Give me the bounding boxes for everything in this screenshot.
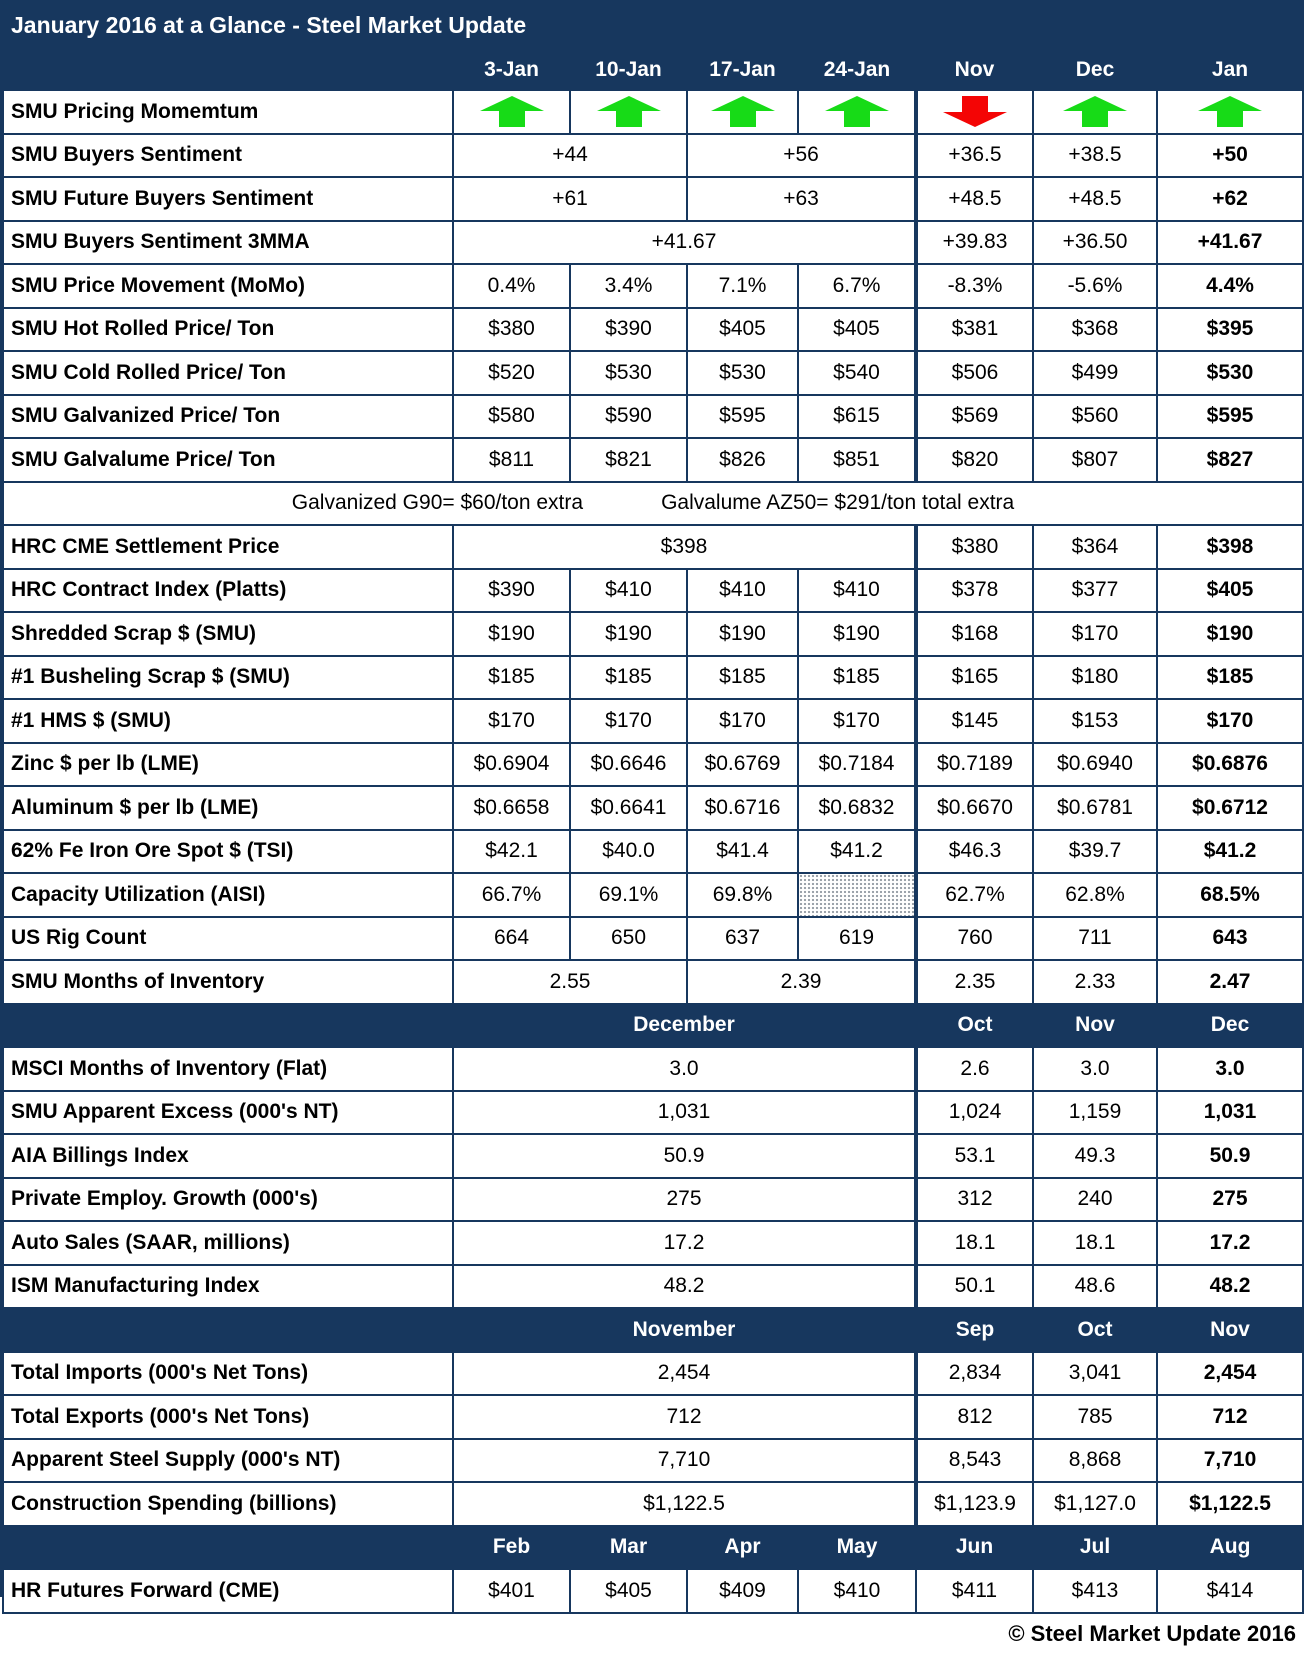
table-row bbox=[3, 264, 1303, 308]
value-cell: $168 bbox=[916, 612, 1033, 656]
section-column-header: November bbox=[453, 1308, 916, 1352]
value-cell: $185 bbox=[687, 656, 798, 700]
value-cell: $401 bbox=[453, 1569, 570, 1613]
value-cell: 2.33 bbox=[1033, 960, 1157, 1004]
up-arrow-icon bbox=[597, 96, 661, 127]
table-row bbox=[3, 1439, 1303, 1483]
value-cell: $1,122.5 bbox=[453, 1482, 916, 1526]
value-cell: $145 bbox=[916, 699, 1033, 743]
section-column-header: Oct bbox=[1033, 1308, 1157, 1352]
value-cell: $185 bbox=[798, 656, 916, 700]
row-label: SMU Hot Rolled Price/ Ton bbox=[3, 308, 453, 352]
value-cell: 48.2 bbox=[453, 1265, 916, 1309]
momentum-down-cell bbox=[916, 90, 1033, 134]
value-cell: $405 bbox=[798, 308, 916, 352]
value-cell: $409 bbox=[687, 1569, 798, 1613]
row-label: Aluminum $ per lb (LME) bbox=[3, 786, 453, 830]
value-cell: 2,454 bbox=[453, 1352, 916, 1396]
row-label: Private Employ. Growth (000's) bbox=[3, 1178, 453, 1222]
value-cell: 8,868 bbox=[1033, 1439, 1157, 1483]
value-cell: +41.67 bbox=[453, 221, 916, 265]
value-cell: 48.2 bbox=[1157, 1265, 1303, 1309]
value-cell: 1,024 bbox=[916, 1091, 1033, 1135]
value-cell: +48.5 bbox=[1033, 177, 1157, 221]
value-cell: $499 bbox=[1033, 351, 1157, 395]
table-row bbox=[3, 873, 1303, 917]
row-label: Capacity Utilization (AISI) bbox=[3, 873, 453, 917]
row-label: MSCI Months of Inventory (Flat) bbox=[3, 1047, 453, 1091]
value-cell: $410 bbox=[798, 1569, 916, 1613]
value-cell: $190 bbox=[453, 612, 570, 656]
row-label: HR Futures Forward (CME) bbox=[3, 1569, 453, 1613]
row-label: Construction Spending (billions) bbox=[3, 1482, 453, 1526]
value-cell: $170 bbox=[798, 699, 916, 743]
table-row bbox=[3, 351, 1303, 395]
value-cell: $851 bbox=[798, 438, 916, 482]
value-cell: +63 bbox=[687, 177, 916, 221]
value-cell: $1,123.9 bbox=[916, 1482, 1033, 1526]
value-cell: $0.6670 bbox=[916, 786, 1033, 830]
value-cell: $380 bbox=[453, 308, 570, 352]
value-cell: $0.7189 bbox=[916, 743, 1033, 787]
value-cell: 7.1% bbox=[687, 264, 798, 308]
table-row bbox=[3, 1482, 1303, 1526]
value-cell: $190 bbox=[1157, 612, 1303, 656]
value-cell: 812 bbox=[916, 1395, 1033, 1439]
table-row bbox=[3, 177, 1303, 221]
header-corner-cell bbox=[3, 50, 453, 90]
momentum-up-cell bbox=[798, 90, 916, 134]
row-label: SMU Cold Rolled Price/ Ton bbox=[3, 351, 453, 395]
value-cell: 637 bbox=[687, 917, 798, 961]
extras-note-cell bbox=[3, 482, 1303, 526]
value-cell: $580 bbox=[453, 395, 570, 439]
table-row bbox=[3, 917, 1303, 961]
row-label: SMU Pricing Momemtum bbox=[3, 90, 453, 134]
section-column-header: Jul bbox=[1033, 1526, 1157, 1570]
section-column-header: Dec bbox=[1157, 1004, 1303, 1048]
table-row bbox=[3, 830, 1303, 874]
momentum-up-cell bbox=[1157, 90, 1303, 134]
value-cell: 785 bbox=[1033, 1395, 1157, 1439]
value-cell: $165 bbox=[916, 656, 1033, 700]
value-cell: 18.1 bbox=[916, 1221, 1033, 1265]
section-column-header: Apr bbox=[687, 1526, 798, 1570]
value-cell: $0.6832 bbox=[798, 786, 916, 830]
value-cell: $380 bbox=[916, 525, 1033, 569]
value-cell: 240 bbox=[1033, 1178, 1157, 1222]
row-label: Auto Sales (SAAR, millions) bbox=[3, 1221, 453, 1265]
value-cell: $410 bbox=[687, 569, 798, 613]
value-cell: $530 bbox=[687, 351, 798, 395]
value-cell: 312 bbox=[916, 1178, 1033, 1222]
section-header-blank bbox=[3, 1526, 453, 1570]
column-header: 17-Jan bbox=[687, 50, 798, 90]
row-label: SMU Buyers Sentiment bbox=[3, 134, 453, 178]
value-cell: 643 bbox=[1157, 917, 1303, 961]
section-column-header: Nov bbox=[1033, 1004, 1157, 1048]
row-label: SMU Price Movement (MoMo) bbox=[3, 264, 453, 308]
value-cell: 619 bbox=[798, 917, 916, 961]
value-cell: +36.50 bbox=[1033, 221, 1157, 265]
value-cell: $46.3 bbox=[916, 830, 1033, 874]
value-cell: $390 bbox=[453, 569, 570, 613]
table-row bbox=[3, 308, 1303, 352]
value-cell: $530 bbox=[1157, 351, 1303, 395]
value-cell: $0.6641 bbox=[570, 786, 687, 830]
table-row bbox=[3, 1091, 1303, 1135]
value-cell: $0.6769 bbox=[687, 743, 798, 787]
table-row bbox=[3, 395, 1303, 439]
value-cell: 50.1 bbox=[916, 1265, 1033, 1309]
value-cell: 17.2 bbox=[453, 1221, 916, 1265]
value-cell: $414 bbox=[1157, 1569, 1303, 1613]
column-header: Nov bbox=[916, 50, 1033, 90]
value-cell: $390 bbox=[570, 308, 687, 352]
value-cell: $411 bbox=[916, 1569, 1033, 1613]
value-cell: 2,454 bbox=[1157, 1352, 1303, 1396]
row-label: #1 HMS $ (SMU) bbox=[3, 699, 453, 743]
row-label: SMU Apparent Excess (000's NT) bbox=[3, 1091, 453, 1135]
up-arrow-icon bbox=[480, 96, 544, 127]
value-cell: 4.4% bbox=[1157, 264, 1303, 308]
row-label: Total Imports (000's Net Tons) bbox=[3, 1352, 453, 1396]
section-header-blank bbox=[3, 1004, 453, 1048]
value-cell: $398 bbox=[1157, 525, 1303, 569]
value-cell: $595 bbox=[1157, 395, 1303, 439]
value-cell: $0.6658 bbox=[453, 786, 570, 830]
section-column-header: Sep bbox=[916, 1308, 1033, 1352]
value-cell: $190 bbox=[687, 612, 798, 656]
value-cell: 712 bbox=[453, 1395, 916, 1439]
row-label: Apparent Steel Supply (000's NT) bbox=[3, 1439, 453, 1483]
section-column-header: Aug bbox=[1157, 1526, 1303, 1570]
table-row bbox=[3, 90, 1303, 134]
value-cell: $0.6876 bbox=[1157, 743, 1303, 787]
up-arrow-icon bbox=[1063, 96, 1127, 127]
row-label: SMU Galvalume Price/ Ton bbox=[3, 438, 453, 482]
value-cell: +62 bbox=[1157, 177, 1303, 221]
copyright-text: © Steel Market Update 2016 bbox=[2, 1614, 1302, 1654]
value-cell: $395 bbox=[1157, 308, 1303, 352]
value-cell: 8,543 bbox=[916, 1439, 1033, 1483]
value-cell: 6.7% bbox=[798, 264, 916, 308]
value-cell: $170 bbox=[1033, 612, 1157, 656]
momentum-up-cell bbox=[1033, 90, 1157, 134]
galvalume-extra-note: Galvalume AZ50= $291/ton total extra bbox=[661, 491, 1015, 515]
row-label: #1 Busheling Scrap $ (SMU) bbox=[3, 656, 453, 700]
row-label: AIA Billings Index bbox=[3, 1134, 453, 1178]
table-row bbox=[3, 743, 1303, 787]
column-header: 24-Jan bbox=[798, 50, 916, 90]
value-cell: 62.8% bbox=[1033, 873, 1157, 917]
value-cell: 0.4% bbox=[453, 264, 570, 308]
value-cell: 3,041 bbox=[1033, 1352, 1157, 1396]
value-cell: 3.0 bbox=[1033, 1047, 1157, 1091]
table-row bbox=[3, 1047, 1303, 1091]
value-cell: 2,834 bbox=[916, 1352, 1033, 1396]
value-cell: $530 bbox=[570, 351, 687, 395]
value-cell: 650 bbox=[570, 917, 687, 961]
value-cell: $398 bbox=[453, 525, 916, 569]
row-label: Zinc $ per lb (LME) bbox=[3, 743, 453, 787]
header-row bbox=[3, 50, 1303, 90]
value-cell: $39.7 bbox=[1033, 830, 1157, 874]
value-cell: $153 bbox=[1033, 699, 1157, 743]
value-cell: $0.7184 bbox=[798, 743, 916, 787]
row-label: HRC Contract Index (Platts) bbox=[3, 569, 453, 613]
value-cell: $590 bbox=[570, 395, 687, 439]
row-label: ISM Manufacturing Index bbox=[3, 1265, 453, 1309]
value-cell: $381 bbox=[916, 308, 1033, 352]
section-header-blank bbox=[3, 1308, 453, 1352]
column-header: 3-Jan bbox=[453, 50, 570, 90]
row-label: HRC CME Settlement Price bbox=[3, 525, 453, 569]
row-label: Shredded Scrap $ (SMU) bbox=[3, 612, 453, 656]
down-arrow-icon bbox=[943, 96, 1007, 127]
value-cell: $0.6904 bbox=[453, 743, 570, 787]
bottom-bar bbox=[2, 1654, 1302, 1667]
section-column-header: Oct bbox=[916, 1004, 1033, 1048]
table-row bbox=[3, 134, 1303, 178]
value-cell: +41.67 bbox=[1157, 221, 1303, 265]
value-cell: 712 bbox=[1157, 1395, 1303, 1439]
value-cell: $820 bbox=[916, 438, 1033, 482]
row-label: US Rig Count bbox=[3, 917, 453, 961]
value-cell: 2.6 bbox=[916, 1047, 1033, 1091]
value-cell: $811 bbox=[453, 438, 570, 482]
momentum-up-cell bbox=[570, 90, 687, 134]
value-cell: $190 bbox=[798, 612, 916, 656]
value-cell: 760 bbox=[916, 917, 1033, 961]
value-cell: $364 bbox=[1033, 525, 1157, 569]
section-column-header: Jun bbox=[916, 1526, 1033, 1570]
value-cell: $413 bbox=[1033, 1569, 1157, 1613]
value-cell: $41.4 bbox=[687, 830, 798, 874]
value-cell: $0.6781 bbox=[1033, 786, 1157, 830]
table-row bbox=[3, 1178, 1303, 1222]
value-cell: 66.7% bbox=[453, 873, 570, 917]
value-cell: $1,127.0 bbox=[1033, 1482, 1157, 1526]
value-cell: -8.3% bbox=[916, 264, 1033, 308]
value-cell: $190 bbox=[570, 612, 687, 656]
value-cell: $185 bbox=[453, 656, 570, 700]
table-row bbox=[3, 221, 1303, 265]
value-cell: +38.5 bbox=[1033, 134, 1157, 178]
value-cell: $170 bbox=[1157, 699, 1303, 743]
value-cell: -5.6% bbox=[1033, 264, 1157, 308]
table-row bbox=[3, 786, 1303, 830]
up-arrow-icon bbox=[825, 96, 889, 127]
up-arrow-icon bbox=[1198, 96, 1262, 127]
section-column-header: Nov bbox=[1157, 1308, 1303, 1352]
value-cell: $826 bbox=[687, 438, 798, 482]
value-cell: $410 bbox=[798, 569, 916, 613]
table-row bbox=[3, 699, 1303, 743]
value-cell: 50.9 bbox=[1157, 1134, 1303, 1178]
section-header-row bbox=[3, 1004, 1303, 1048]
value-cell: 50.9 bbox=[453, 1134, 916, 1178]
value-cell: 69.8% bbox=[687, 873, 798, 917]
column-header: Jan bbox=[1157, 50, 1303, 90]
section-column-header: Feb bbox=[453, 1526, 570, 1570]
value-cell: 62.7% bbox=[916, 873, 1033, 917]
row-label: 62% Fe Iron Ore Spot $ (TSI) bbox=[3, 830, 453, 874]
table-row bbox=[3, 569, 1303, 613]
value-cell: $595 bbox=[687, 395, 798, 439]
value-cell: 1,031 bbox=[453, 1091, 916, 1135]
column-header: 10-Jan bbox=[570, 50, 687, 90]
value-cell: +39.83 bbox=[916, 221, 1033, 265]
value-cell: $615 bbox=[798, 395, 916, 439]
row-label: SMU Months of Inventory bbox=[3, 960, 453, 1004]
section-header-row bbox=[3, 1526, 1303, 1570]
value-cell: $506 bbox=[916, 351, 1033, 395]
value-cell: $0.6712 bbox=[1157, 786, 1303, 830]
value-cell: $540 bbox=[798, 351, 916, 395]
table-row bbox=[3, 1569, 1303, 1613]
value-cell: $807 bbox=[1033, 438, 1157, 482]
value-cell: $405 bbox=[687, 308, 798, 352]
section-column-header: May bbox=[798, 1526, 916, 1570]
value-cell: 53.1 bbox=[916, 1134, 1033, 1178]
value-cell: +36.5 bbox=[916, 134, 1033, 178]
value-cell: 3.0 bbox=[453, 1047, 916, 1091]
value-cell bbox=[798, 873, 916, 917]
value-cell: 49.3 bbox=[1033, 1134, 1157, 1178]
value-cell: 1,159 bbox=[1033, 1091, 1157, 1135]
value-cell: 18.1 bbox=[1033, 1221, 1157, 1265]
value-cell: 7,710 bbox=[1157, 1439, 1303, 1483]
value-cell: 3.4% bbox=[570, 264, 687, 308]
table-row bbox=[3, 960, 1303, 1004]
galvanized-extra-note: Galvanized G90= $60/ton extra bbox=[291, 491, 584, 515]
value-cell: $405 bbox=[570, 1569, 687, 1613]
value-cell: $405 bbox=[1157, 569, 1303, 613]
momentum-up-cell bbox=[687, 90, 798, 134]
value-cell: $410 bbox=[570, 569, 687, 613]
value-cell: $377 bbox=[1033, 569, 1157, 613]
market-table bbox=[2, 49, 1304, 1614]
momentum-up-cell bbox=[453, 90, 570, 134]
value-cell: 2.39 bbox=[687, 960, 916, 1004]
value-cell: 664 bbox=[453, 917, 570, 961]
value-cell: +56 bbox=[687, 134, 916, 178]
value-cell: $827 bbox=[1157, 438, 1303, 482]
value-cell: +61 bbox=[453, 177, 687, 221]
value-cell: $180 bbox=[1033, 656, 1157, 700]
value-cell: 48.6 bbox=[1033, 1265, 1157, 1309]
value-cell: $0.6940 bbox=[1033, 743, 1157, 787]
row-label: SMU Galvanized Price/ Ton bbox=[3, 395, 453, 439]
value-cell: $520 bbox=[453, 351, 570, 395]
value-cell: $368 bbox=[1033, 308, 1157, 352]
value-cell: 2.35 bbox=[916, 960, 1033, 1004]
value-cell: $40.0 bbox=[570, 830, 687, 874]
value-cell: 2.55 bbox=[453, 960, 687, 1004]
table-row bbox=[3, 1265, 1303, 1309]
value-cell: $821 bbox=[570, 438, 687, 482]
value-cell: $185 bbox=[1157, 656, 1303, 700]
value-cell: 2.47 bbox=[1157, 960, 1303, 1004]
value-cell: $41.2 bbox=[798, 830, 916, 874]
value-cell: +44 bbox=[453, 134, 687, 178]
value-cell: $0.6646 bbox=[570, 743, 687, 787]
table-row bbox=[3, 1395, 1303, 1439]
value-cell: $1,122.5 bbox=[1157, 1482, 1303, 1526]
value-cell: $0.6716 bbox=[687, 786, 798, 830]
table-row bbox=[3, 1221, 1303, 1265]
value-cell: 1,031 bbox=[1157, 1091, 1303, 1135]
value-cell: $185 bbox=[570, 656, 687, 700]
value-cell: 69.1% bbox=[570, 873, 687, 917]
value-cell: $170 bbox=[453, 699, 570, 743]
value-cell: +48.5 bbox=[916, 177, 1033, 221]
table-row bbox=[3, 612, 1303, 656]
table-row bbox=[3, 1352, 1303, 1396]
row-label: Total Exports (000's Net Tons) bbox=[3, 1395, 453, 1439]
section-column-header: Mar bbox=[570, 1526, 687, 1570]
value-cell: $170 bbox=[570, 699, 687, 743]
value-cell: 275 bbox=[1157, 1178, 1303, 1222]
table-row bbox=[3, 438, 1303, 482]
value-cell: $560 bbox=[1033, 395, 1157, 439]
value-cell: $170 bbox=[687, 699, 798, 743]
column-header: Dec bbox=[1033, 50, 1157, 90]
value-cell: $42.1 bbox=[453, 830, 570, 874]
value-cell: 711 bbox=[1033, 917, 1157, 961]
value-cell: 68.5% bbox=[1157, 873, 1303, 917]
value-cell: 17.2 bbox=[1157, 1221, 1303, 1265]
page-title: January 2016 at a Glance - Steel Market Update bbox=[11, 12, 527, 38]
value-cell: $378 bbox=[916, 569, 1033, 613]
up-arrow-icon bbox=[711, 96, 775, 127]
section-header-row bbox=[3, 1308, 1303, 1352]
value-cell: 3.0 bbox=[1157, 1047, 1303, 1091]
value-cell: $569 bbox=[916, 395, 1033, 439]
value-cell: 275 bbox=[453, 1178, 916, 1222]
row-label: SMU Buyers Sentiment 3MMA bbox=[3, 221, 453, 265]
table-row bbox=[3, 525, 1303, 569]
section-column-header: December bbox=[453, 1004, 916, 1048]
value-cell: $41.2 bbox=[1157, 830, 1303, 874]
note-row bbox=[3, 482, 1303, 526]
value-cell: 7,710 bbox=[453, 1439, 916, 1483]
row-label: SMU Future Buyers Sentiment bbox=[3, 177, 453, 221]
value-cell: +50 bbox=[1157, 134, 1303, 178]
table-row bbox=[3, 1134, 1303, 1178]
table-row bbox=[3, 656, 1303, 700]
